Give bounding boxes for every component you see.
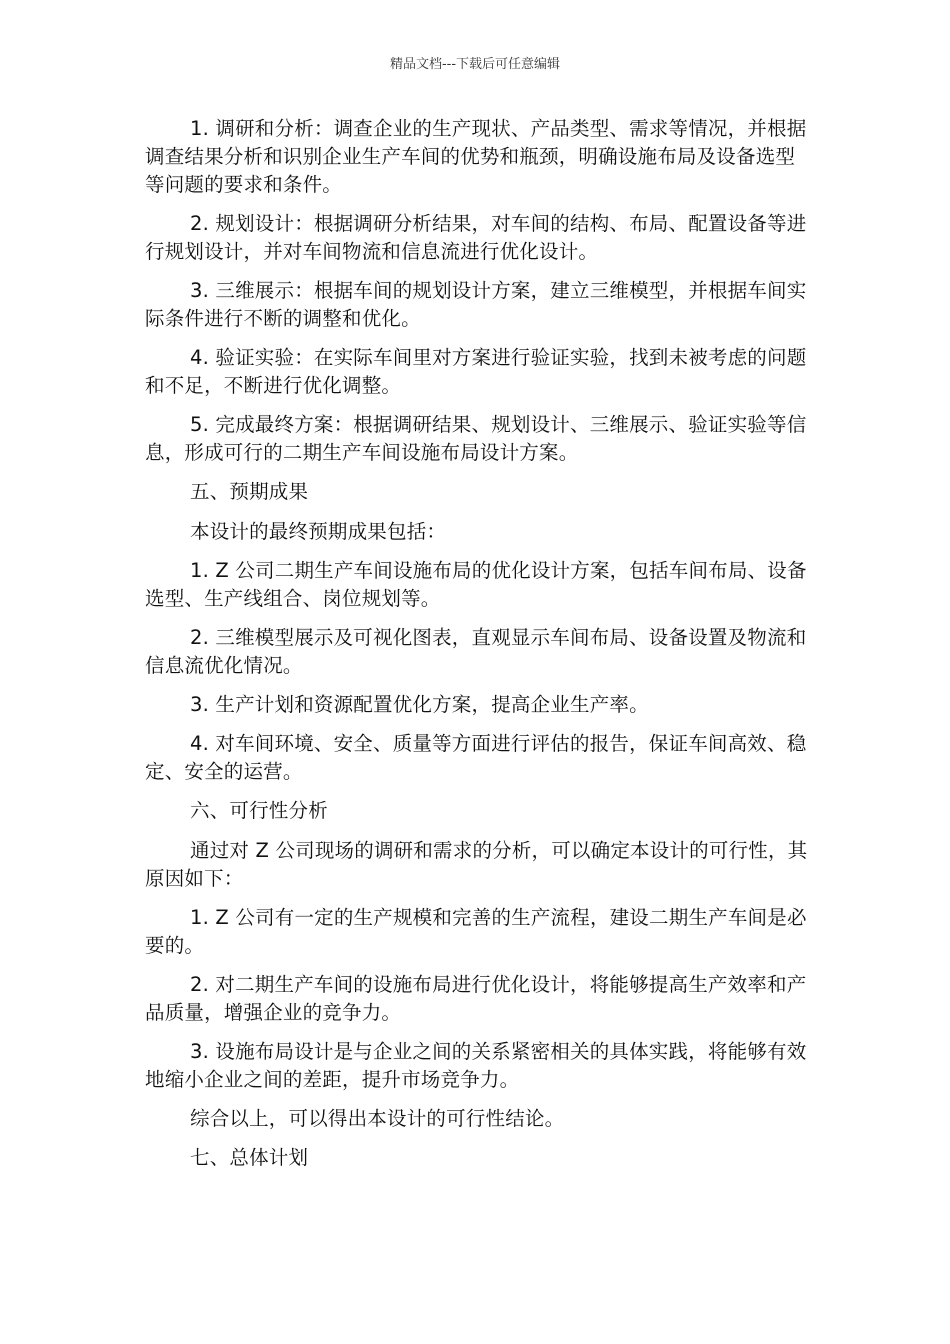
paragraph: 综合以上，可以得出本设计的可行性结论。 (190, 1107, 565, 1130)
paragraph: 通过对 Z 公司现场的调研和需求的分析，可以确定本设计的可行性，其原因如下： (145, 839, 808, 890)
list-item: 5. 完成最终方案：根据调研结果、规划设计、三维展示、验证实验等信息，形成可行的二期生产车间设施布局设计方案。 (145, 413, 807, 464)
list-item: 3. 设施布局设计是与企业之间的关系紧密相关的具体实践，将能够有效地缩小企业之间的差距，提升市场竞争力。 (145, 1040, 807, 1091)
list-item: 2. 规划设计：根据调研分析结果，对车间的结构、布局、配置设备等进行规划设计，并对车间物流和信息流进行优化设计。 (145, 212, 807, 263)
section-heading: 七、总体计划 (190, 1146, 309, 1169)
list-item: 2. 三维模型展示及可视化图表，直观显示车间布局、设备设置及物流和信息流优化情况。 (145, 626, 807, 677)
list-item: 1. Z 公司二期生产车间设施布局的优化设计方案，包括车间布局、设备选型、生产线组合、岗位规划等。 (145, 559, 807, 610)
section-heading: 六、可行性分析 (190, 799, 328, 822)
list-item: 4. 对车间环境、安全、质量等方面进行评估的报告，保证车间高效、稳定、安全的运营。 (145, 732, 807, 783)
document-body (145, 115, 810, 1184)
section-heading: 五、预期成果 (190, 480, 309, 503)
paragraph: 本设计的最终预期成果包括： (190, 520, 447, 543)
list-item: 1. 调研和分析：调查企业的生产现状、产品类型、需求等情况，并根据调查结果分析和识别企业生产车间的优势和瓶颈，明确设施布局及设备选型等问题的要求和条件。 (145, 117, 807, 196)
list-item: 1. Z 公司有一定的生产规模和完善的生产流程，建设二期生产车间是必要的。 (145, 906, 807, 957)
list-item: 4. 验证实验：在实际车间里对方案进行验证实验，找到未被考虑的问题和不足，不断进行优化调整。 (145, 346, 807, 397)
list-item: 2. 对二期生产车间的设施布局进行优化设计，将能够提高生产效率和产品质量，增强企业的竞争力。 (145, 973, 807, 1024)
list-item: 3. 生产计划和资源配置优化方案，提高企业生产率。 (190, 693, 649, 716)
page-header: 精品文档---下载后可任意编辑 (389, 57, 561, 72)
list-item: 3. 三维展示：根据车间的规划设计方案，建立三维模型，并根据车间实际条件进行不断的调整和优化。 (145, 279, 807, 330)
